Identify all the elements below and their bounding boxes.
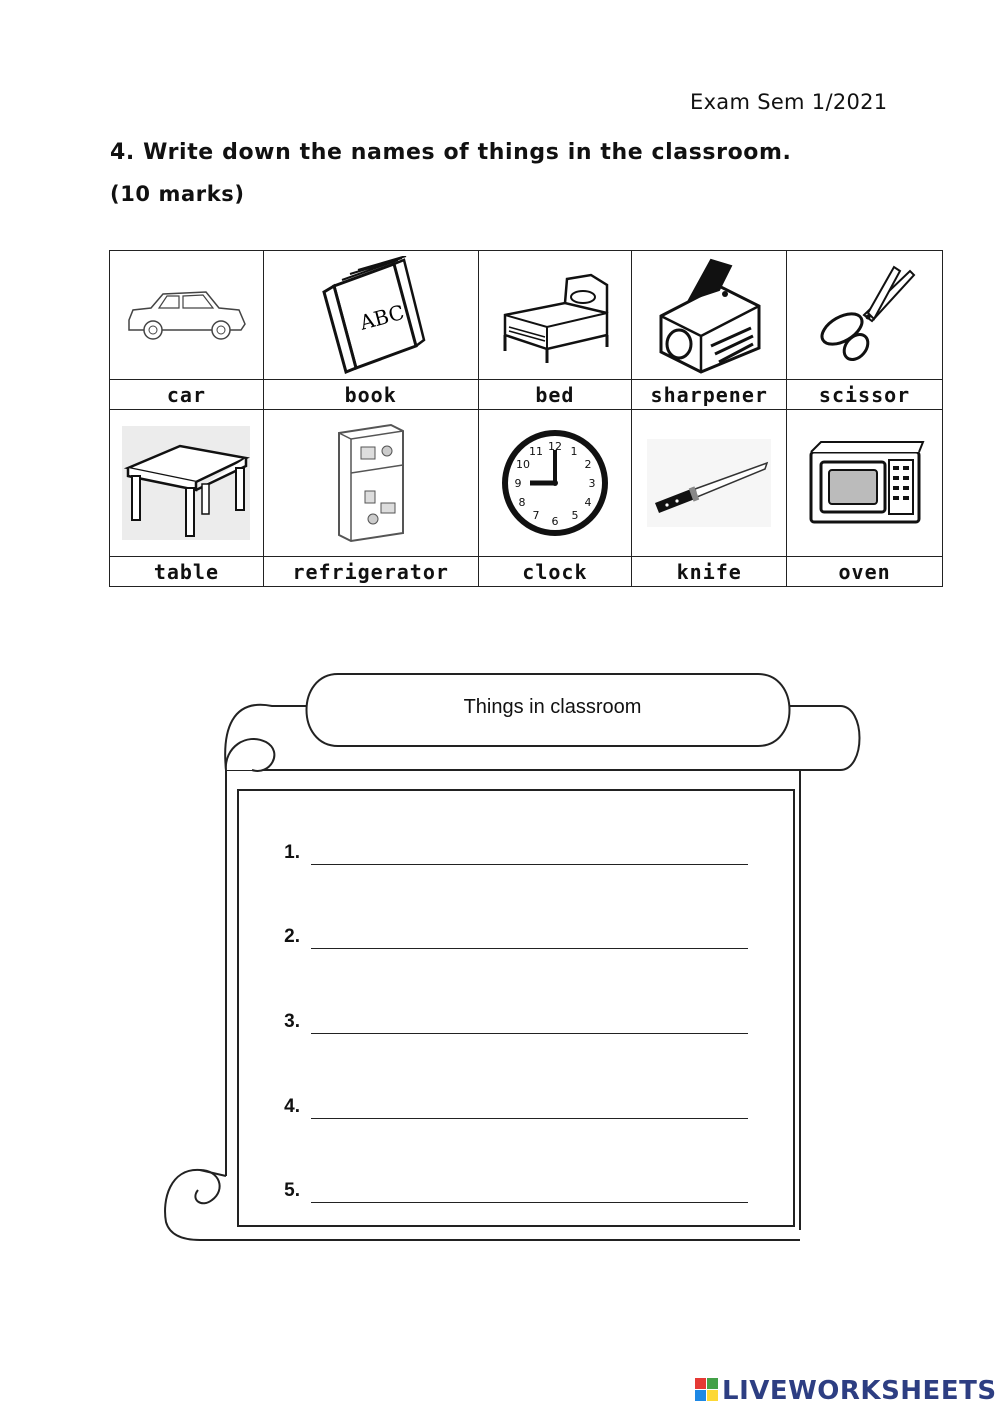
book-icon	[316, 256, 426, 374]
answer-blank[interactable]	[311, 864, 748, 865]
car-icon	[121, 280, 251, 350]
clock-icon	[500, 428, 610, 538]
scroll-title: Things in classroom	[463, 696, 642, 718]
answer-line-5[interactable]	[278, 1180, 758, 1210]
knife-icon	[645, 433, 773, 533]
svg-text:9: 9	[514, 477, 522, 490]
word-knife: knife	[632, 557, 787, 587]
word-oven: oven	[787, 557, 943, 587]
svg-text:3: 3	[588, 477, 596, 490]
answer-blank[interactable]	[311, 1118, 748, 1119]
refrigerator-icon	[331, 421, 411, 545]
answer-blank[interactable]	[311, 1033, 748, 1034]
bed-picture	[478, 251, 632, 380]
answer-line-3[interactable]	[278, 1011, 758, 1041]
answer-line-4[interactable]	[278, 1096, 758, 1126]
svg-text:ABC: ABC	[356, 299, 407, 335]
exam-label: Exam Sem 1/2021	[690, 90, 888, 114]
knife-picture	[632, 410, 787, 557]
word-refrigerator: refrigerator	[263, 557, 478, 587]
answer-line-1[interactable]	[278, 842, 758, 872]
svg-text:8: 8	[518, 496, 526, 509]
answer-number: 4.	[284, 1096, 300, 1117]
svg-text:7: 7	[532, 509, 540, 522]
word-car: car	[110, 380, 264, 410]
word-clock: clock	[478, 557, 632, 587]
answer-blank[interactable]	[311, 948, 748, 949]
picture-row-1	[110, 251, 943, 380]
clock-picture	[478, 410, 632, 557]
svg-text:1: 1	[570, 445, 578, 458]
word-scissor: scissor	[787, 380, 943, 410]
word-sharpener: sharpener	[632, 380, 787, 410]
question-text: 4. Write down the names of things in the classroom.	[110, 140, 792, 165]
word-table: table	[110, 557, 264, 587]
scissor-picture	[787, 251, 943, 380]
answer-line-2[interactable]	[278, 926, 758, 956]
svg-text:4: 4	[584, 496, 592, 509]
car-picture	[110, 251, 264, 380]
svg-text:5: 5	[571, 509, 579, 522]
svg-text:12: 12	[547, 440, 562, 453]
scroll-frame-icon	[160, 670, 870, 1250]
liveworksheets-logo	[695, 1376, 997, 1406]
bed-icon	[495, 265, 615, 365]
answer-number: 1.	[284, 842, 300, 863]
sharpener-picture	[632, 251, 787, 380]
svg-text:2: 2	[584, 458, 592, 471]
logo-text: LIVEWORKSHEETS	[722, 1376, 997, 1406]
oven-picture	[787, 410, 943, 557]
answer-number: 3.	[284, 1011, 300, 1032]
liveworksheets-badge-icon	[695, 1378, 719, 1402]
word-row-2	[110, 557, 943, 587]
marks-text: (10 marks)	[110, 182, 245, 206]
svg-text:11: 11	[528, 445, 543, 458]
word-bed: bed	[478, 380, 632, 410]
book-picture	[263, 251, 478, 380]
answer-blank[interactable]	[311, 1202, 748, 1203]
table-icon	[122, 426, 250, 540]
table-picture	[110, 410, 264, 557]
picture-vocabulary-table	[109, 250, 943, 587]
svg-text:10: 10	[515, 458, 530, 471]
answer-number: 2.	[284, 926, 300, 947]
scissors-icon	[810, 265, 920, 365]
word-row-1	[110, 380, 943, 410]
refrigerator-picture	[263, 410, 478, 557]
scroll-answer-box	[160, 670, 870, 1250]
picture-row-2	[110, 410, 943, 557]
sharpener-icon	[649, 256, 769, 374]
word-book: book	[263, 380, 478, 410]
oven-icon	[805, 438, 925, 528]
svg-text:6: 6	[551, 515, 559, 528]
answer-number: 5.	[284, 1180, 300, 1201]
